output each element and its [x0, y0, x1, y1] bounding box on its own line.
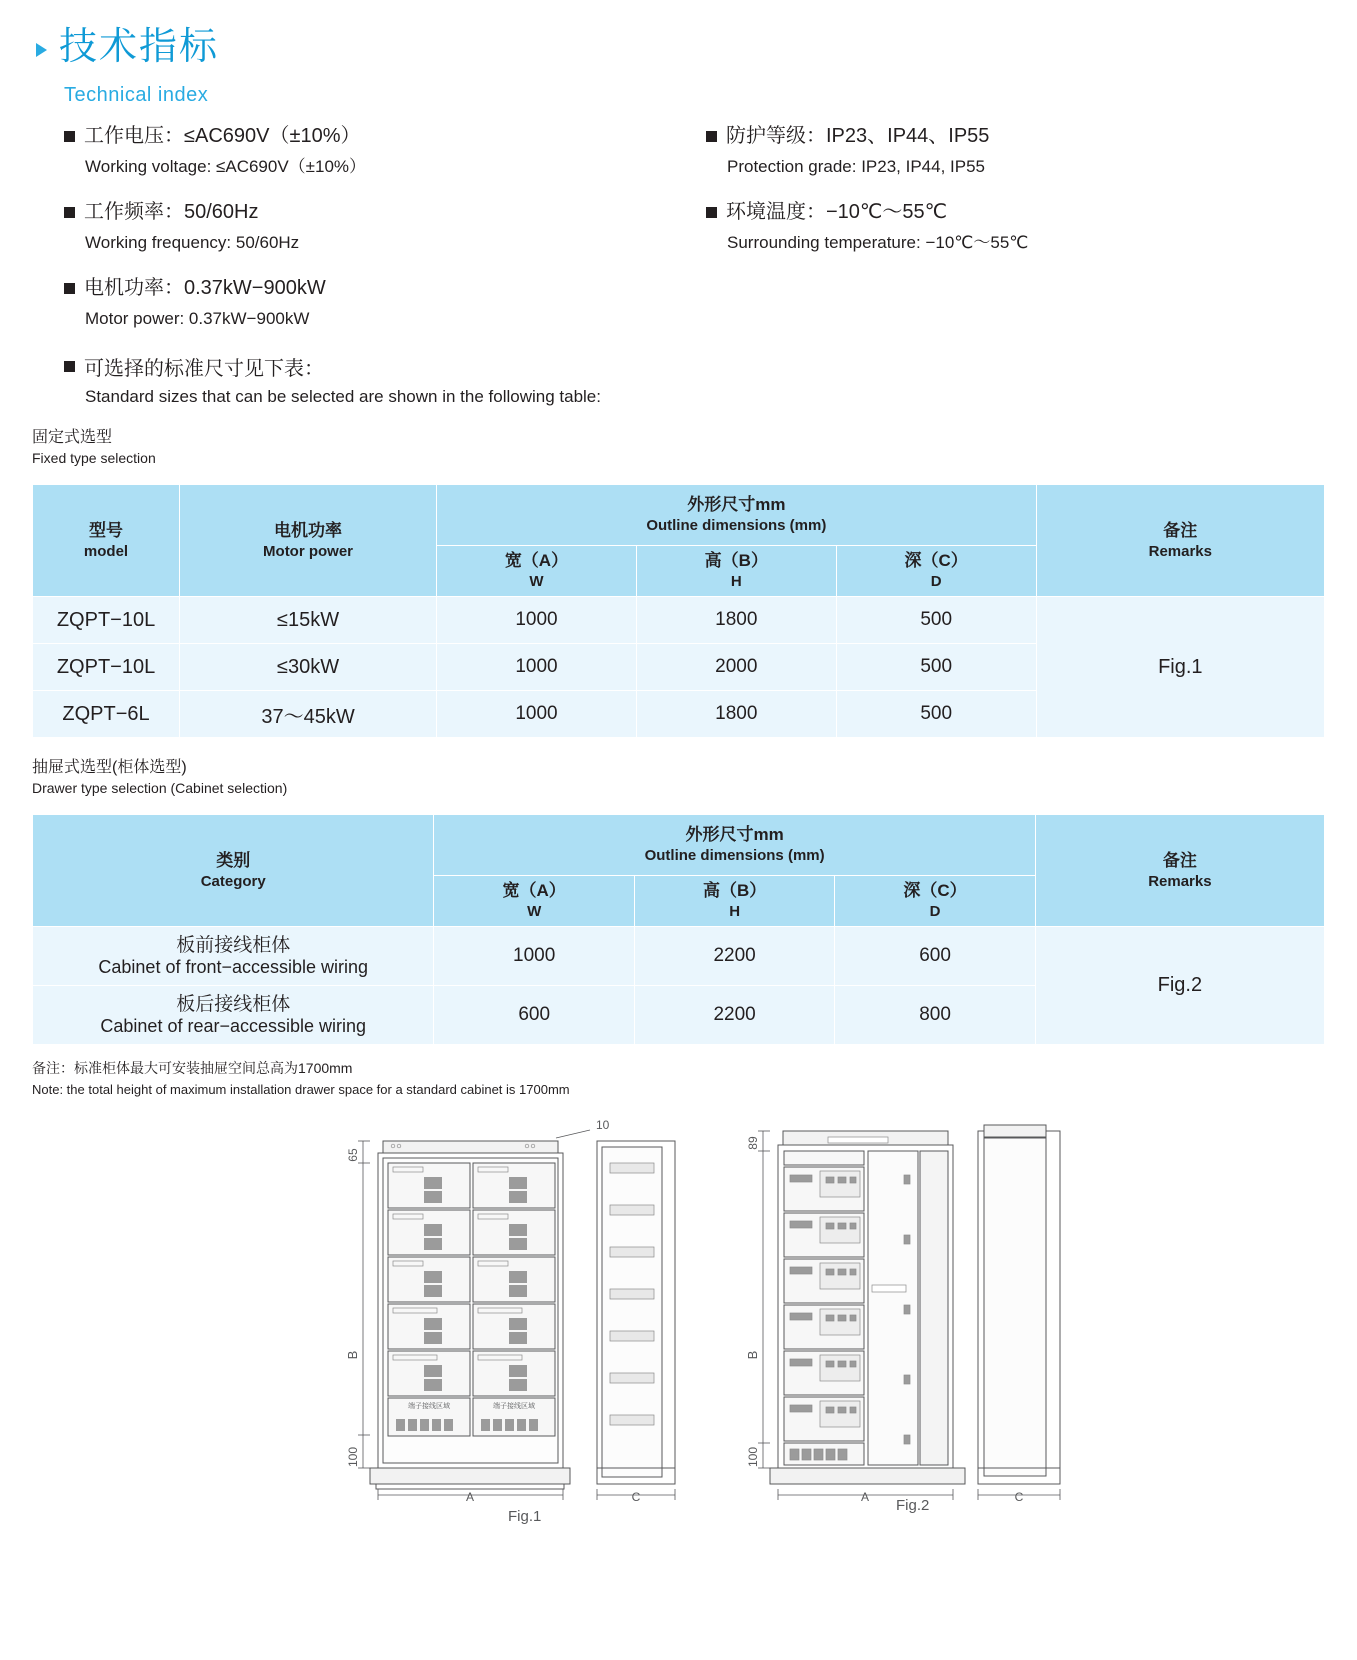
cell-power: ≤30kW: [180, 644, 437, 691]
figure-area: [0, 1105, 1357, 1555]
spec-label-cn: 工作频率：50/60Hz: [84, 201, 259, 223]
spec-label-en: Working voltage: ≤AC690V（±10%）: [85, 157, 367, 176]
dim-100-label-2: 100: [746, 1446, 760, 1468]
table1-caption-cn: 固定式选型: [32, 429, 113, 446]
th-motor-power: 电机功率 Motor power: [180, 485, 437, 597]
spec-label-en: Surrounding temperature: −10℃～55℃: [727, 233, 1029, 252]
spec-cn-row: [706, 198, 1326, 226]
standard-label-en: Standard sizes that can be selected are shown in the following table:: [85, 387, 601, 406]
cell-category: 板前接线柜体 Cabinet of front−accessible wiring: [33, 927, 434, 986]
th-remarks: 备注 Remarks: [1035, 815, 1324, 927]
cabinet-drawings-svg: [0, 1105, 1357, 1555]
axis-C-label-2: C: [1014, 1490, 1024, 1504]
table-header-row: [33, 815, 1325, 876]
triangle-bullet-icon: [36, 43, 47, 57]
dim-100-label-1: 100: [346, 1446, 360, 1468]
cell-remarks: Fig.2: [1035, 927, 1324, 1045]
cell-depth: 800: [835, 986, 1035, 1045]
dim-10-label: 10: [596, 1118, 610, 1132]
cell-height: 2000: [636, 644, 836, 691]
spec-label-cn: 防护等级：IP23、IP44、IP55: [726, 125, 990, 147]
spec-cn-row: [706, 122, 1326, 150]
axis-A-label-2: A: [860, 1490, 870, 1504]
th-depth: 深（C） D: [836, 546, 1036, 597]
table-note-en: Note: the total height of maximum installation drawer space for a standard cabinet is 1700mm: [32, 1082, 570, 1097]
axis-B-label-2: B: [745, 1350, 760, 1360]
table2-caption-cn: 抽屉式选型(柜体选型): [32, 759, 187, 776]
th-height: 高（B） H: [636, 546, 836, 597]
fig2-label: Fig.2: [896, 1497, 930, 1514]
square-bullet-icon: [64, 361, 75, 372]
inner-label-2: 端子接线区域: [493, 1403, 535, 1410]
dim-89-label: 89: [746, 1136, 760, 1150]
cell-width: 1000: [437, 644, 637, 691]
standard-sizes-note: [64, 352, 1064, 407]
th-model: 型号 model: [33, 485, 180, 597]
page-title-en: Technical index: [64, 84, 209, 106]
spec-label-en: Protection grade: IP23, IP44, IP55: [727, 157, 985, 176]
cell-model: ZQPT−6L: [33, 691, 180, 738]
inner-label-1: 端子接线区域: [408, 1403, 450, 1410]
cell-depth: 500: [836, 691, 1036, 738]
table2-caption-en: Drawer type selection (Cabinet selection): [32, 780, 288, 796]
cell-width: 1000: [437, 691, 637, 738]
th-outline-dimensions: 外形尺寸mm Outline dimensions (mm): [437, 485, 1037, 546]
cell-remarks: Fig.1: [1036, 597, 1324, 738]
spec-item: [64, 274, 684, 332]
table-note: [32, 1058, 570, 1100]
cell-power: ≤15kW: [180, 597, 437, 644]
spec-item: [64, 122, 684, 180]
cell-width: 1000: [437, 597, 637, 644]
cell-model: ZQPT−10L: [33, 644, 180, 691]
th-width: 宽（A） W: [434, 876, 634, 927]
spec-item: [706, 122, 1326, 180]
table-row: [33, 927, 1325, 986]
spec-cn-row: [64, 274, 684, 302]
spec-label-cn: 环境温度：−10℃～55℃: [726, 201, 948, 223]
spec-label-cn: 电机功率：0.37kW−900kW: [84, 277, 326, 299]
cell-height: 2200: [634, 927, 834, 986]
spec-label-en: Motor power: 0.37kW−900kW: [85, 309, 310, 328]
square-bullet-icon: [64, 283, 75, 294]
table2-caption: [32, 758, 287, 798]
cell-power: 37～45kW: [180, 691, 437, 738]
spec-cn-row: [64, 198, 684, 226]
spec-label-cn: 工作电压：≤AC690V（±10%）: [84, 125, 361, 147]
table1-caption: [32, 428, 156, 468]
cell-depth: 600: [835, 927, 1035, 986]
table-header-row: [33, 485, 1325, 546]
axis-C-label-1: C: [631, 1490, 641, 1504]
th-outline-dimensions: 外形尺寸mm Outline dimensions (mm): [434, 815, 1035, 876]
spec-item: [64, 198, 684, 256]
cell-height: 2200: [634, 986, 834, 1045]
cell-category: 板后接线柜体 Cabinet of rear−accessible wiring: [33, 986, 434, 1045]
cell-width: 1000: [434, 927, 634, 986]
spec-label-en: Working frequency: 50/60Hz: [85, 233, 300, 252]
axis-B-label-1: B: [345, 1350, 360, 1360]
standard-cn-row: [64, 352, 1064, 381]
square-bullet-icon: [64, 131, 75, 142]
table1-caption-en: Fixed type selection: [32, 450, 156, 466]
square-bullet-icon: [64, 207, 75, 218]
cell-depth: 500: [836, 597, 1036, 644]
table-note-cn: 备注：标准柜体最大可安装抽屉空间总高为1700mm: [32, 1060, 353, 1076]
fig1-label: Fig.1: [508, 1508, 542, 1525]
standard-label-cn: 可选择的标准尺寸见下表：: [84, 358, 324, 380]
square-bullet-icon: [706, 207, 717, 218]
spec-item: [706, 198, 1326, 256]
table-row: [33, 597, 1325, 644]
spec-column-left: [64, 122, 684, 342]
th-width: 宽（A） W: [437, 546, 637, 597]
cell-depth: 500: [836, 644, 1036, 691]
square-bullet-icon: [706, 131, 717, 142]
cell-height: 1800: [636, 691, 836, 738]
th-remarks: 备注 Remarks: [1036, 485, 1324, 597]
spec-column-right: [706, 122, 1326, 266]
cell-model: ZQPT−10L: [33, 597, 180, 644]
axis-A-label-1: A: [465, 1490, 475, 1504]
th-category: 类别 Category: [33, 815, 434, 927]
drawer-type-table: [32, 814, 1325, 1045]
th-depth: 深（C） D: [835, 876, 1035, 927]
page-title: [36, 28, 219, 66]
th-height: 高（B） H: [634, 876, 834, 927]
cell-height: 1800: [636, 597, 836, 644]
spec-cn-row: [64, 122, 684, 150]
dim-65-label: 65: [346, 1148, 360, 1162]
cell-width: 600: [434, 986, 634, 1045]
page-title-cn: 技术指标: [59, 26, 220, 68]
fixed-type-table: [32, 484, 1325, 738]
